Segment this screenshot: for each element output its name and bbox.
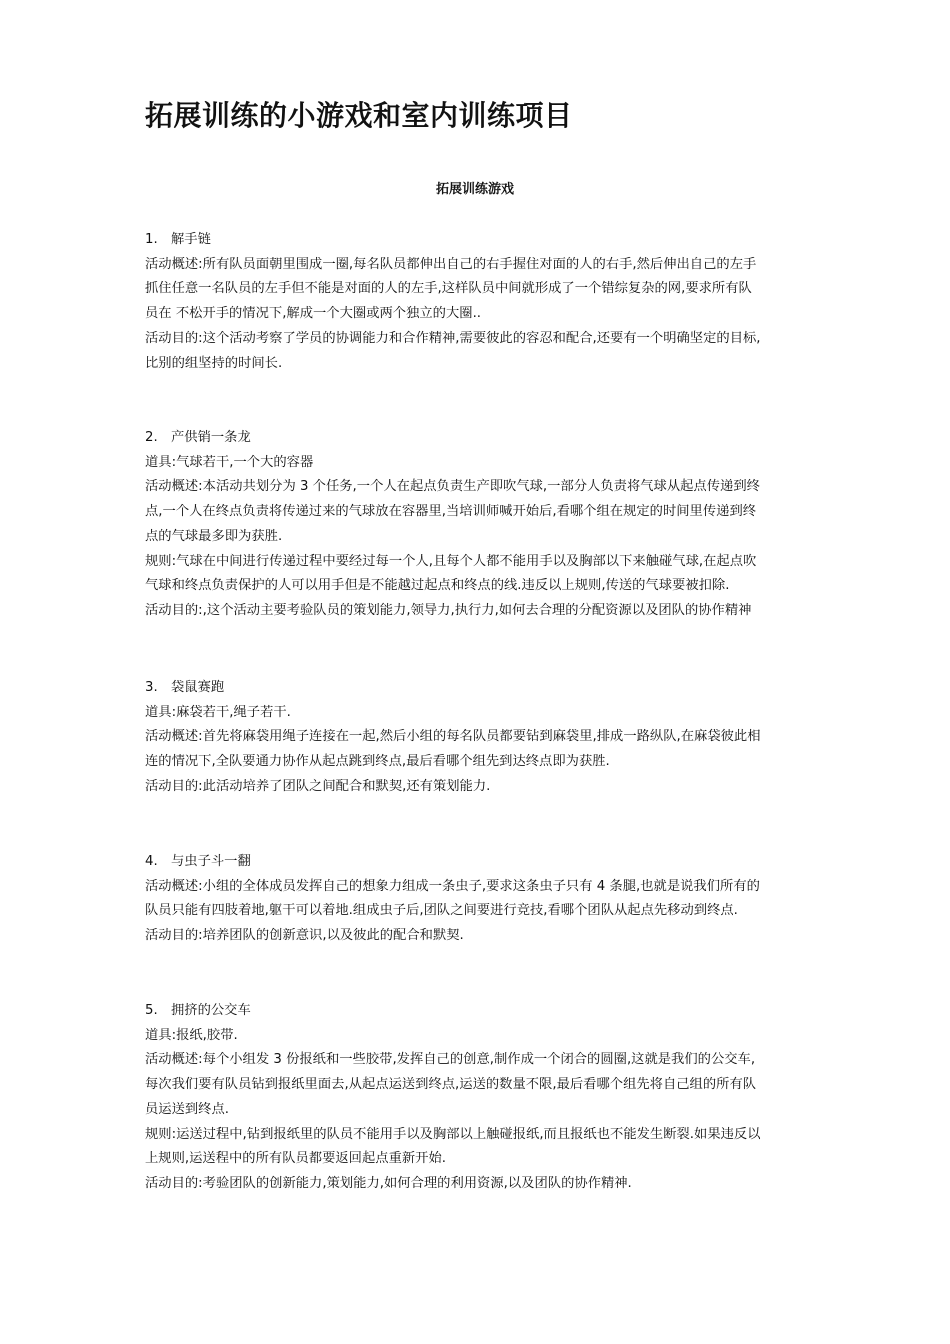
section-number: 3. [145,680,158,695]
text-line: 活动概述:所有队员面朝里围成一圈,每名队员都伸出自己的右手握住对面的人的右手,然后伸出自己的左手 [145,256,757,272]
text-line: 活动概述:小组的全体成员发挥自己的想象力组成一条虫子,要求这条虫子只有 4 条腿,也就是说我们所有的 [145,878,760,894]
section-heading [145,228,825,253]
text-line: 道具:麻袋若干,绳子若干. [145,704,291,720]
section-number: 1. [145,232,158,247]
text-line: 上规则,运送程中的所有队员都要返回起点重新开始. [145,1151,446,1167]
text-line: 点,一个人在终点负责将传递过来的气球放在容器里,当培训师喊开始后,看哪个组在规定的时间里传递到终 [145,504,757,520]
section-heading [145,999,825,1024]
text-line: 活动概述:本活动共划分为 3 个任务,一个人在起点负责生产即吹气球,一部分人负责将气球从起点传递到终 [145,479,760,495]
text-line: 道具:报纸,胶带. [145,1027,238,1043]
section-name: 产供销一条龙 [171,430,251,445]
text-line: 活动目的:这个活动考察了学员的协调能力和合作精神,需要彼此的容忍和配合,还要有一个明确坚定的目标, [145,330,761,346]
text-line: 道具:气球若干,一个大的容器 [145,454,314,470]
section-4 [145,850,825,949]
section-heading [145,676,825,701]
section-2 [145,426,825,624]
section-1 [145,228,825,376]
section-name: 与虫子斗一翻 [171,854,251,869]
text-line: 员在 不松开手的情况下,解成一个大圈或两个独立的大圈.. [145,306,482,322]
text-line: 活动概述:每个小组发 3 份报纸和一些胶带,发挥自己的创意,制作成一个闭合的圆圈,这就是我们的公交车, [145,1052,756,1068]
text-line: 气球和终点负责保护的人可以用手但是不能越过起点和终点的线.违反以上规则,传送的气球要被扣除. [145,578,730,594]
text-line: 员运送到终点. [145,1101,230,1117]
section-name: 拥挤的公交车 [171,1003,251,1018]
text-line: 连的情况下,全队要通力协作从起点跳到终点,最后看哪个组先到达终点即为获胜. [145,754,610,770]
section-heading [145,850,825,875]
text-line: 活动目的:考验团队的创新能力,策划能力,如何合理的利用资源,以及团队的协作精神. [145,1175,632,1191]
section-number: 2. [145,430,158,445]
text-line: 活动目的:培养团队的创新意识,以及彼此的配合和默契. [145,928,464,944]
text-line: 比别的组坚持的时间长. [145,355,283,371]
section-number: 5. [145,1003,158,1018]
section-name: 解手链 [171,232,211,247]
text-line: 规则:运送过程中,钻到报纸里的队员不能用手以及胸部以上触碰报纸,而且报纸也不能发生断裂.如果违反以 [145,1126,761,1142]
section-heading [145,426,825,451]
text-line: 每次我们要有队员钻到报纸里面去,从起点运送到终点,运送的数量不限,最后看哪个组先将自己组的所有队 [145,1077,757,1093]
text-line: 活动目的:,这个活动主要考验队员的策划能力,领导力,执行力,如何去合理的分配资源以及团队的协作精神 [145,602,752,618]
page-subtitle: 拓展训练游戏 [435,182,514,197]
section-name: 袋鼠赛跑 [171,680,225,695]
page-title: 拓展训练的小游戏和室内训练项目 [145,99,573,132]
text-line: 活动概述:首先将麻袋用绳子连接在一起,然后小组的每名队员都要钻到麻袋里,排成一路纵队,在麻袋彼此相 [145,729,761,745]
section-number: 4. [145,854,158,869]
text-line: 活动目的:此活动培养了团队之间配合和默契,还有策划能力. [145,778,491,794]
section-5 [145,999,825,1197]
text-line: 点的气球最多即为获胜. [145,528,283,544]
text-line: 规则:气球在中间进行传递过程中要经过每一个人,且每个人都不能用手以及胸部以下来触碰气球,在起点吹 [145,553,757,569]
text-line: 抓住任意一名队员的左手但不能是对面的人的左手,这样队员中间就形成了一个错综复杂的网,要求所有队 [145,281,752,297]
section-3 [145,676,825,800]
text-line: 队员只能有四肢着地,躯干可以着地.组成虫子后,团队之间要进行竞技,看哪个团队从起点先移动到终点. [145,903,738,919]
